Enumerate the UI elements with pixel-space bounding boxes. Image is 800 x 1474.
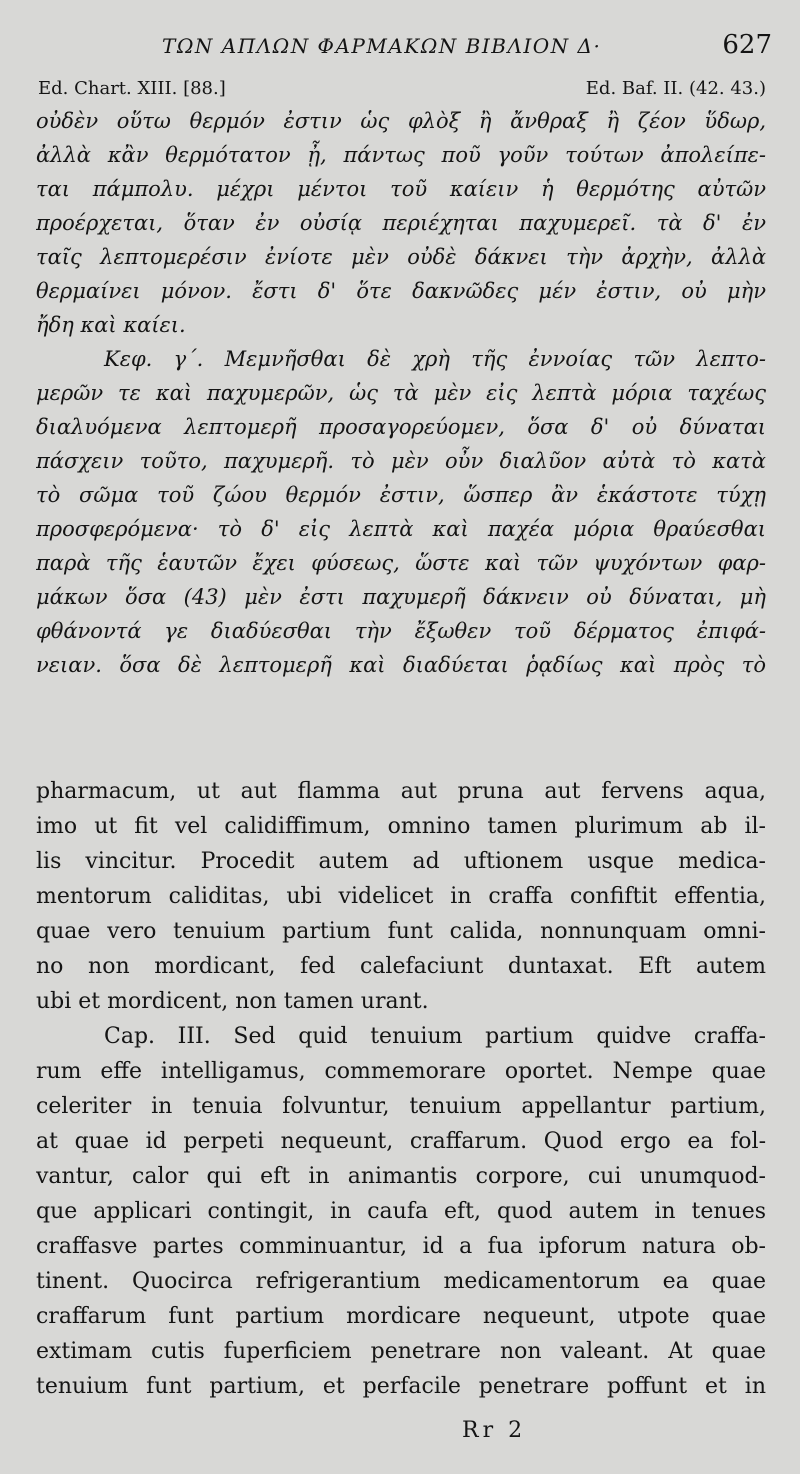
edition-reference-right: Ed. Baf. II. (42. 43.)	[585, 78, 766, 99]
greek-line: μάκων ὅσα (43) μὲν ἐστι παχυμερῆ δάκνειν οὐ δύναται, μὴ	[36, 585, 766, 609]
greek-line: προσφερόμενα· τὸ δ' εἰς λεπτὰ καὶ παχέα μόρια θραύεσθαι	[36, 517, 766, 541]
latin-line: pharmacum, ut aut flamma aut pruna aut fervens aqua,	[36, 779, 766, 804]
greek-text-block	[36, 104, 766, 682]
greek-line: ἤδη καὶ καίει.	[36, 313, 186, 337]
greek-line: μερῶν τε καὶ παχυμερῶν, ὡς τὰ μὲν εἰς λεπτὰ μόρια ταχέως	[36, 381, 766, 405]
greek-line: προέρχεται, ὅταν ἐν οὐσίᾳ περιέχηται παχυμερεῖ. τὰ δ' ἐν	[36, 211, 766, 235]
latin-line: no non mordicant, fed calefaciunt duntaxat. Eft autem	[36, 954, 766, 979]
latin-line: rum effe intelligamus, commemorare oportet. Nempe quae	[36, 1059, 766, 1084]
running-title: ΤΩΝ ΑΠΛΩΝ ΦΑΡΜΑΚΩΝ ΒΙΒΛΙΟΝ Δ·	[162, 34, 602, 58]
greek-line: νειαν. ὅσα δὲ λεπτομερῆ καὶ διαδύεται ῥᾳδίως καὶ πρὸς τὸ	[36, 653, 766, 677]
latin-line: ubi et mordicent, non tamen urant.	[36, 989, 429, 1014]
latin-text-block	[36, 774, 766, 1404]
latin-line: tenuium funt partium, et perfacile penetrare poffunt et in	[36, 1374, 766, 1399]
greek-line: τὸ σῶμα τοῦ ζώου θερμόν ἐστιν, ὥσπερ ἂν ἑκάστοτε τύχῃ	[36, 483, 766, 507]
latin-line: at quae id perpeti nequeunt, craffarum. Quod ergo ea fol-	[36, 1129, 766, 1154]
edition-reference-left: Ed. Chart. XIII. [88.]	[38, 78, 226, 99]
latin-line: tinent. Quocirca refrigerantium medicamentorum ea quae	[36, 1269, 766, 1294]
greek-line: φθάνοντά γε διαδύεσθαι τὴν ἔξωθεν τοῦ δέρματος ἐπιφά-	[36, 619, 766, 643]
printer-signature-mark: Rr 2	[462, 1418, 527, 1443]
latin-line: extimam cutis fuperficiem penetrare non valeant. At quae	[36, 1339, 766, 1364]
latin-line: craffarum funt partium mordicare nequeunt, utpote quae	[36, 1304, 766, 1329]
greek-line: οὐδὲν οὕτω θερμόν ἐστιν ὡς φλὸξ ἢ ἄνθραξ ἢ ζέον ὕδωρ,	[36, 109, 766, 133]
page-header	[32, 30, 772, 66]
latin-line: lis vincitur. Procedit autem ad uftionem usque medica-	[36, 849, 766, 874]
latin-line: imo ut fit vel calidiffimum, omnino tamen plurimum ab il-	[36, 814, 766, 839]
greek-line: ἀλλὰ κἂν θερμότατον ᾖ, πάντως ποῦ γοῦν τούτων ἀπολείπε-	[36, 143, 766, 167]
latin-line: que applicari contingit, in caufa eft, quod autem in tenues	[36, 1199, 766, 1224]
greek-line: πάσχειν τοῦτο, παχυμερῆ. τὸ μὲν οὖν διαλῦον αὐτὰ τὸ κατὰ	[36, 449, 766, 473]
greek-line: ταῖς λεπτομερέσιν ἐνίοτε μὲν οὐδὲ δάκνει τὴν ἀρχὴν, ἀλλὰ	[36, 245, 766, 269]
latin-line: celeriter in tenuia folvuntur, tenuium appellantur partium,	[36, 1094, 766, 1119]
page-number: 627	[722, 30, 772, 60]
latin-line: mentorum caliditas, ubi videlicet in craffa confiftit effentia,	[36, 884, 766, 909]
greek-line: διαλυόμενα λεπτομερῆ προσαγορεύομεν, ὅσα δ' οὐ δύναται	[36, 415, 766, 439]
greek-line: θερμαίνει μόνον. ἔστι δ' ὅτε δακνῶδες μέν ἐστιν, οὐ μὴν	[36, 279, 766, 303]
greek-line: ται πάμπολυ. μέχρι μέντοι τοῦ καίειν ἡ θερμότης αὐτῶν	[36, 177, 766, 201]
latin-line: quae vero tenuium partium funt calida, nonnunquam omni-	[36, 919, 766, 944]
latin-chapter-heading-line: Cap. III. Sed quid tenuium partium quidve craffa-	[104, 1024, 766, 1049]
greek-line: παρὰ τῆς ἑαυτῶν ἔχει φύσεως, ὥστε καὶ τῶν ψυχόντων φαρ-	[36, 551, 766, 575]
latin-line: vantur, calor qui eft in animantis corpore, cui unumquod-	[36, 1164, 766, 1189]
greek-chapter-heading-line: Κεφ. γ΄. Μεμνῆσθαι δὲ χρὴ τῆς ἐννοίας τῶν λεπτο-	[104, 347, 766, 371]
latin-line: craffasve partes comminuantur, id a fua ipforum natura ob-	[36, 1234, 766, 1259]
